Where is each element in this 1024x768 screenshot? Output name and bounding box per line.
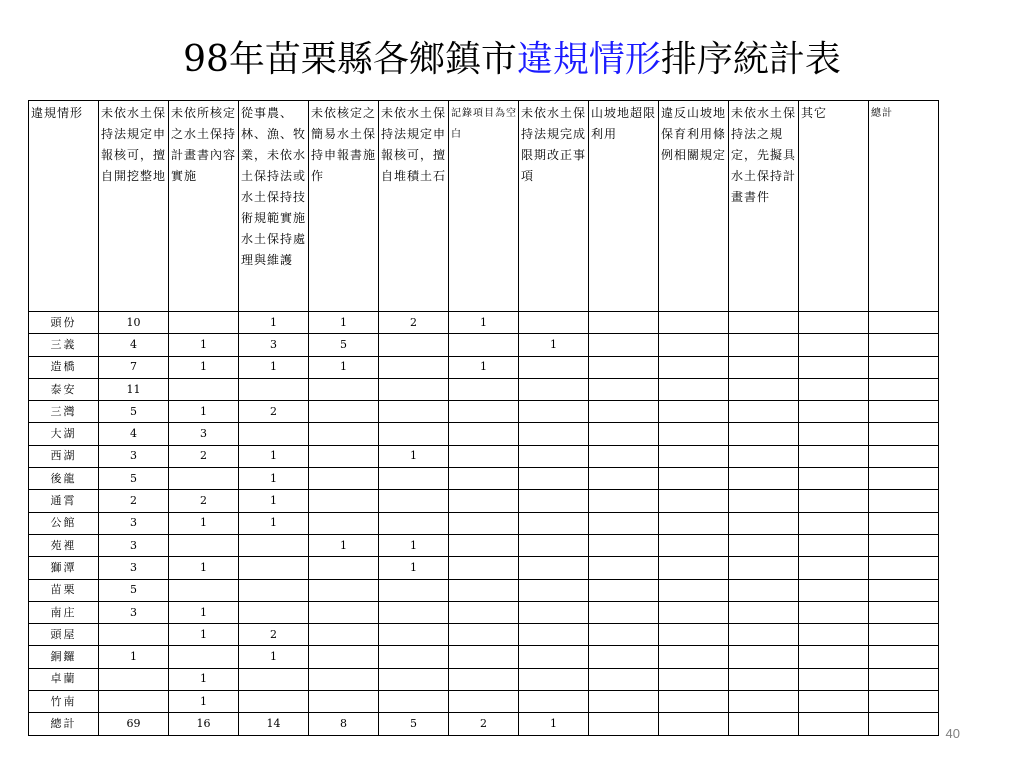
count-cell xyxy=(589,534,659,556)
table-row xyxy=(29,356,939,378)
count-cell xyxy=(659,312,729,334)
count-cell xyxy=(589,512,659,534)
count-cell xyxy=(449,445,519,467)
township-name-cell: 西湖 xyxy=(29,445,99,467)
count-cell xyxy=(799,624,869,646)
count-cell xyxy=(309,423,379,445)
count-cell xyxy=(519,356,589,378)
count-cell xyxy=(659,691,729,713)
count-cell xyxy=(869,579,939,601)
count-cell xyxy=(659,624,729,646)
count-cell xyxy=(729,668,799,690)
count-cell xyxy=(449,601,519,623)
count-cell: 3 xyxy=(239,334,309,356)
count-cell xyxy=(589,312,659,334)
count-cell xyxy=(799,468,869,490)
count-cell xyxy=(659,534,729,556)
count-cell xyxy=(239,579,309,601)
township-name-cell: 造橋 xyxy=(29,356,99,378)
count-cell xyxy=(449,624,519,646)
count-cell xyxy=(519,378,589,400)
count-cell xyxy=(169,579,239,601)
table-row xyxy=(29,423,939,445)
count-cell xyxy=(729,713,799,735)
count-cell xyxy=(239,557,309,579)
count-cell xyxy=(729,512,799,534)
count-cell xyxy=(309,490,379,512)
count-cell xyxy=(449,468,519,490)
table-row xyxy=(29,601,939,623)
count-cell xyxy=(379,646,449,668)
count-cell xyxy=(519,401,589,423)
count-cell: 1 xyxy=(169,557,239,579)
count-cell xyxy=(659,445,729,467)
count-cell xyxy=(379,601,449,623)
header-cell: 山坡地超限利用 xyxy=(589,101,659,312)
count-cell: 69 xyxy=(99,713,169,735)
count-cell xyxy=(869,601,939,623)
header-cell: 未依水土保持法規定申報核可，擅自堆積土石 xyxy=(379,101,449,312)
count-cell xyxy=(729,534,799,556)
count-cell xyxy=(519,468,589,490)
count-cell: 1 xyxy=(519,334,589,356)
count-cell xyxy=(379,691,449,713)
table-row xyxy=(29,624,939,646)
count-cell xyxy=(449,512,519,534)
table-row xyxy=(29,534,939,556)
table-row xyxy=(29,334,939,356)
table-row xyxy=(29,691,939,713)
count-cell xyxy=(309,668,379,690)
township-name-cell: 卓蘭 xyxy=(29,668,99,690)
table-row xyxy=(29,490,939,512)
count-cell xyxy=(519,512,589,534)
count-cell xyxy=(869,624,939,646)
count-cell xyxy=(589,378,659,400)
count-cell: 1 xyxy=(449,356,519,378)
count-cell xyxy=(309,512,379,534)
count-cell: 2 xyxy=(239,624,309,646)
header-cell: 違規情形 xyxy=(29,101,99,312)
count-cell: 8 xyxy=(309,713,379,735)
count-cell xyxy=(799,646,869,668)
count-cell xyxy=(659,468,729,490)
count-cell xyxy=(379,512,449,534)
count-cell xyxy=(869,534,939,556)
count-cell: 1 xyxy=(169,401,239,423)
title-suffix: 排序統計表 xyxy=(660,39,841,80)
count-cell xyxy=(519,668,589,690)
count-cell xyxy=(379,490,449,512)
table-row xyxy=(29,713,939,735)
count-cell xyxy=(309,624,379,646)
count-cell xyxy=(799,557,869,579)
title-prefix: 98年苗栗縣各鄉鎮市 xyxy=(183,39,517,80)
count-cell: 5 xyxy=(309,334,379,356)
count-cell xyxy=(519,579,589,601)
count-cell xyxy=(869,557,939,579)
count-cell xyxy=(99,624,169,646)
count-cell: 1 xyxy=(449,312,519,334)
count-cell xyxy=(99,668,169,690)
count-cell: 4 xyxy=(99,423,169,445)
count-cell: 4 xyxy=(99,334,169,356)
count-cell: 3 xyxy=(99,557,169,579)
count-cell xyxy=(729,691,799,713)
header-cell: 未依水土保持法規定申報核可，擅自開挖整地 xyxy=(99,101,169,312)
count-cell xyxy=(449,334,519,356)
count-cell xyxy=(729,445,799,467)
header-row xyxy=(29,101,939,312)
count-cell xyxy=(729,312,799,334)
count-cell: 1 xyxy=(99,646,169,668)
count-cell xyxy=(869,378,939,400)
count-cell: 2 xyxy=(449,713,519,735)
township-name-cell: 後龍 xyxy=(29,468,99,490)
count-cell: 14 xyxy=(239,713,309,735)
table-row xyxy=(29,312,939,334)
table-row xyxy=(29,445,939,467)
count-cell: 5 xyxy=(99,579,169,601)
count-cell xyxy=(869,356,939,378)
header-cell: 未依水土保持法之規定，先擬具水土保持計畫書件 xyxy=(729,101,799,312)
count-cell xyxy=(799,312,869,334)
count-cell xyxy=(99,691,169,713)
township-name-cell: 獅潭 xyxy=(29,557,99,579)
count-cell xyxy=(729,334,799,356)
count-cell xyxy=(449,401,519,423)
count-cell xyxy=(239,601,309,623)
count-cell xyxy=(379,423,449,445)
township-name-cell: 大湖 xyxy=(29,423,99,445)
count-cell xyxy=(449,423,519,445)
township-name-cell: 三義 xyxy=(29,334,99,356)
count-cell: 5 xyxy=(99,401,169,423)
table-row xyxy=(29,401,939,423)
count-cell xyxy=(869,334,939,356)
count-cell xyxy=(239,691,309,713)
count-cell xyxy=(869,445,939,467)
count-cell: 7 xyxy=(99,356,169,378)
count-cell: 1 xyxy=(309,534,379,556)
count-cell: 1 xyxy=(169,601,239,623)
count-cell xyxy=(799,691,869,713)
count-cell: 1 xyxy=(239,356,309,378)
count-cell xyxy=(869,490,939,512)
count-cell xyxy=(589,713,659,735)
count-cell xyxy=(309,378,379,400)
count-cell xyxy=(799,378,869,400)
count-cell xyxy=(379,668,449,690)
township-name-cell: 泰安 xyxy=(29,378,99,400)
count-cell: 1 xyxy=(239,646,309,668)
count-cell xyxy=(309,468,379,490)
count-cell: 5 xyxy=(99,468,169,490)
count-cell xyxy=(589,401,659,423)
township-name-cell: 苗栗 xyxy=(29,579,99,601)
header-cell: 違反山坡地保育利用條例相關規定 xyxy=(659,101,729,312)
count-cell xyxy=(449,378,519,400)
count-cell xyxy=(729,490,799,512)
count-cell xyxy=(729,468,799,490)
count-cell xyxy=(519,445,589,467)
table-row xyxy=(29,557,939,579)
count-cell xyxy=(729,646,799,668)
count-cell xyxy=(729,579,799,601)
count-cell xyxy=(309,691,379,713)
count-cell xyxy=(239,423,309,445)
township-name-cell: 頭屋 xyxy=(29,624,99,646)
count-cell: 3 xyxy=(99,601,169,623)
township-name-cell: 南庄 xyxy=(29,601,99,623)
count-cell: 11 xyxy=(99,378,169,400)
table-row xyxy=(29,579,939,601)
count-cell: 1 xyxy=(239,445,309,467)
count-cell xyxy=(589,557,659,579)
count-cell xyxy=(659,490,729,512)
count-cell xyxy=(379,334,449,356)
count-cell xyxy=(379,401,449,423)
count-cell xyxy=(449,579,519,601)
count-cell xyxy=(799,512,869,534)
count-cell xyxy=(659,713,729,735)
count-cell xyxy=(589,691,659,713)
township-name-cell: 苑裡 xyxy=(29,534,99,556)
count-cell xyxy=(309,557,379,579)
count-cell xyxy=(309,601,379,623)
count-cell xyxy=(519,624,589,646)
count-cell xyxy=(589,624,659,646)
table-row xyxy=(29,512,939,534)
count-cell: 16 xyxy=(169,713,239,735)
page-title xyxy=(0,38,1024,82)
count-cell xyxy=(589,490,659,512)
township-name-cell: 三灣 xyxy=(29,401,99,423)
count-cell xyxy=(519,557,589,579)
count-cell xyxy=(869,468,939,490)
count-cell xyxy=(659,356,729,378)
count-cell xyxy=(379,624,449,646)
count-cell: 2 xyxy=(379,312,449,334)
count-cell xyxy=(309,646,379,668)
count-cell: 1 xyxy=(169,334,239,356)
count-cell xyxy=(239,534,309,556)
count-cell: 1 xyxy=(239,490,309,512)
count-cell xyxy=(869,668,939,690)
count-cell: 1 xyxy=(379,534,449,556)
count-cell xyxy=(169,468,239,490)
count-cell: 2 xyxy=(239,401,309,423)
count-cell xyxy=(169,534,239,556)
count-cell xyxy=(869,713,939,735)
count-cell xyxy=(309,445,379,467)
count-cell xyxy=(589,334,659,356)
count-cell: 1 xyxy=(239,468,309,490)
title-highlight: 違規情形 xyxy=(516,39,661,80)
count-cell xyxy=(169,378,239,400)
count-cell xyxy=(799,668,869,690)
count-cell xyxy=(869,401,939,423)
township-name-cell: 通霄 xyxy=(29,490,99,512)
count-cell: 2 xyxy=(169,445,239,467)
township-name-cell: 頭份 xyxy=(29,312,99,334)
count-cell xyxy=(799,423,869,445)
count-cell xyxy=(519,691,589,713)
count-cell xyxy=(799,356,869,378)
count-cell xyxy=(729,423,799,445)
count-cell xyxy=(869,312,939,334)
count-cell: 1 xyxy=(379,445,449,467)
count-cell xyxy=(799,713,869,735)
count-cell: 1 xyxy=(519,713,589,735)
count-cell xyxy=(239,668,309,690)
count-cell: 2 xyxy=(99,490,169,512)
township-name-cell: 公館 xyxy=(29,512,99,534)
count-cell: 1 xyxy=(169,512,239,534)
count-cell xyxy=(729,401,799,423)
count-cell xyxy=(799,490,869,512)
count-cell xyxy=(379,378,449,400)
count-cell xyxy=(659,601,729,623)
count-cell xyxy=(449,534,519,556)
header-cell: 未依水土保持法規完成限期改正事項 xyxy=(519,101,589,312)
township-name-cell: 總計 xyxy=(29,713,99,735)
count-cell xyxy=(589,646,659,668)
count-cell xyxy=(729,624,799,646)
count-cell: 1 xyxy=(309,356,379,378)
count-cell xyxy=(729,601,799,623)
count-cell xyxy=(449,646,519,668)
count-cell xyxy=(659,557,729,579)
count-cell xyxy=(379,356,449,378)
table-body xyxy=(29,312,939,736)
count-cell xyxy=(449,668,519,690)
count-cell xyxy=(239,378,309,400)
count-cell xyxy=(659,512,729,534)
count-cell xyxy=(659,423,729,445)
header-cell: 總計 xyxy=(869,101,939,312)
count-cell: 1 xyxy=(239,312,309,334)
count-cell xyxy=(449,557,519,579)
count-cell xyxy=(519,312,589,334)
count-cell xyxy=(869,512,939,534)
count-cell: 1 xyxy=(379,557,449,579)
count-cell xyxy=(659,334,729,356)
count-cell xyxy=(799,445,869,467)
count-cell: 1 xyxy=(169,624,239,646)
count-cell xyxy=(449,691,519,713)
header-cell: 記錄項目為空白 xyxy=(449,101,519,312)
header-cell: 其它 xyxy=(799,101,869,312)
count-cell xyxy=(519,423,589,445)
count-cell xyxy=(729,557,799,579)
count-cell xyxy=(729,378,799,400)
count-cell xyxy=(589,468,659,490)
page-number: 40 xyxy=(945,726,960,741)
table-row xyxy=(29,668,939,690)
count-cell xyxy=(589,423,659,445)
count-cell xyxy=(169,646,239,668)
count-cell: 3 xyxy=(99,534,169,556)
header-cell: 未依所核定之水土保持計畫書內容實施 xyxy=(169,101,239,312)
count-cell: 1 xyxy=(169,668,239,690)
count-cell xyxy=(589,668,659,690)
count-cell: 1 xyxy=(309,312,379,334)
count-cell xyxy=(659,401,729,423)
count-cell: 3 xyxy=(99,512,169,534)
count-cell xyxy=(729,356,799,378)
count-cell xyxy=(449,490,519,512)
header-cell: 從事農、林、漁、牧業，未依水土保持法或水土保持技術規範實施水土保持處理與維護 xyxy=(239,101,309,312)
count-cell xyxy=(869,423,939,445)
count-cell xyxy=(799,601,869,623)
count-cell xyxy=(309,579,379,601)
count-cell xyxy=(589,445,659,467)
count-cell: 3 xyxy=(99,445,169,467)
count-cell xyxy=(379,468,449,490)
table-row xyxy=(29,468,939,490)
count-cell xyxy=(659,668,729,690)
table-row xyxy=(29,378,939,400)
count-cell xyxy=(869,691,939,713)
count-cell xyxy=(169,312,239,334)
count-cell xyxy=(799,579,869,601)
count-cell: 3 xyxy=(169,423,239,445)
count-cell xyxy=(869,646,939,668)
count-cell xyxy=(799,334,869,356)
count-cell xyxy=(659,579,729,601)
violation-stats-table xyxy=(28,100,939,736)
count-cell: 1 xyxy=(169,691,239,713)
count-cell xyxy=(589,601,659,623)
township-name-cell: 竹南 xyxy=(29,691,99,713)
count-cell xyxy=(659,646,729,668)
count-cell: 2 xyxy=(169,490,239,512)
count-cell xyxy=(589,356,659,378)
count-cell xyxy=(799,534,869,556)
count-cell xyxy=(519,534,589,556)
count-cell xyxy=(379,579,449,601)
count-cell xyxy=(659,378,729,400)
count-cell xyxy=(309,401,379,423)
count-cell xyxy=(519,601,589,623)
count-cell: 10 xyxy=(99,312,169,334)
count-cell xyxy=(519,646,589,668)
count-cell: 1 xyxy=(169,356,239,378)
count-cell xyxy=(589,579,659,601)
table-row xyxy=(29,646,939,668)
count-cell: 5 xyxy=(379,713,449,735)
count-cell: 1 xyxy=(239,512,309,534)
count-cell xyxy=(799,401,869,423)
header-cell: 未依核定之簡易水土保持申報書施作 xyxy=(309,101,379,312)
count-cell xyxy=(519,490,589,512)
township-name-cell: 銅鑼 xyxy=(29,646,99,668)
